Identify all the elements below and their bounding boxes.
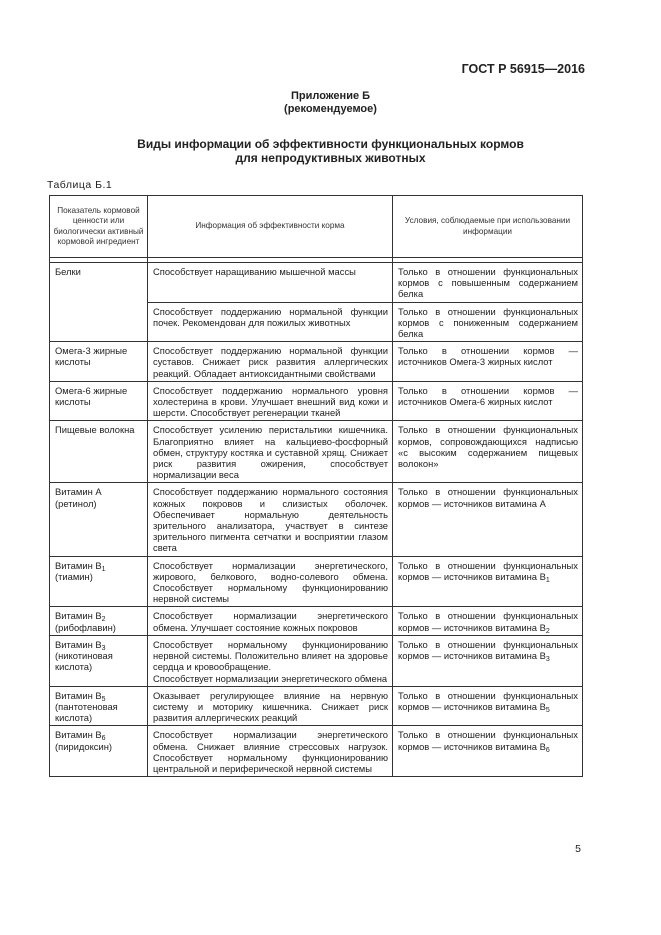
conditions-cell — [393, 635, 583, 686]
conditions-text: Только в отношении функциональных кормов — источников витамина B — [398, 610, 578, 633]
document-title-line1: Виды информации об эффективности функциональных кормов — [137, 137, 524, 151]
info-cell: Способствует усилению перистальтики кишечника. Благоприятно влияет на кальциево-фосфорный обмен, структуру костяка и суставной хрящ. Снижает риск развития ожирения, способствует нормализации веса — [148, 421, 393, 483]
annex-type: (рекомендуемое) — [284, 103, 377, 115]
vitamin-name: Витамин B — [55, 689, 102, 701]
info-cell — [148, 635, 393, 686]
conditions-cell — [393, 726, 583, 777]
indicator-cell: Белки — [50, 263, 148, 342]
conditions-cell: Только в отношении функциональных кормов — источников витамина А — [393, 483, 583, 556]
indicator-cell: Витамин А (ретинол) — [50, 483, 148, 556]
table-row — [50, 686, 583, 726]
table-row — [50, 556, 583, 607]
table-row — [50, 342, 583, 382]
header-indicator: Показатель кормовой ценности или биологически активный кормовой ингредиент — [50, 196, 148, 258]
vitamin-name: Витамин B — [55, 610, 102, 622]
indicator-cell — [50, 635, 148, 686]
info-cell: Способствует наращиванию мышечной массы — [148, 263, 393, 303]
indicator-cell — [50, 726, 148, 777]
conditions-cell — [393, 686, 583, 726]
indicator-cell — [50, 607, 148, 635]
info-cell: Способствует нормализации энергетического, жирового, белкового, водно-солевого обмена. Способствует нормальному функционированию нервной системы — [148, 556, 393, 607]
conditions-cell: Только в отношении функциональных кормов, сопровождающихся надписью «с высоким содержанием пищевых волокон» — [393, 421, 583, 483]
table-header-row — [50, 196, 583, 258]
conditions-text: Только в отношении функциональных кормов — источников витамина B — [398, 638, 578, 662]
indicator-cell: Пищевые волокна — [50, 421, 148, 483]
info-cell: Оказывает регулирующее влияние на нервную систему и моторику кишечника. Снижает риск развития аллергических реакций — [148, 686, 393, 726]
annex-heading — [0, 90, 661, 116]
table-row — [50, 635, 583, 686]
table-row — [50, 607, 583, 635]
conditions-cell: Только в отношении кормов — источников Омега-3 жирных кислот — [393, 342, 583, 382]
vitamin-alt-name: (пиридоксин) — [55, 740, 113, 752]
vitamin-alt-name: (пантотеновая кислота) — [55, 700, 118, 724]
indicator-cell: Омега-3 жирные кислоты — [50, 342, 148, 382]
table-row — [50, 483, 583, 556]
vitamin-subscript: 5 — [545, 706, 550, 714]
vitamin-subscript: 6 — [101, 735, 106, 743]
indicator-cell: Омега-6 жирные кислоты — [50, 381, 148, 421]
info-cell: Способствует поддержанию нормальной функции почек. Рекомендован для пожилых животных — [148, 302, 393, 342]
document-title-line2: для непродуктивных животных — [235, 151, 426, 165]
vitamin-subscript: 2 — [101, 616, 106, 624]
document-title — [0, 137, 661, 165]
info-cell: Способствует поддержанию нормального состояния кожных покровов и слизистых оболочек. Обеспечивает нормальную деятельность зрительного анализатора, участвует в синтезе зрительного пигмента сетчатки и восприятии глазом света — [148, 483, 393, 556]
indicator-cell — [50, 686, 148, 726]
indicator-cell — [50, 556, 148, 607]
conditions-cell: Только в отношении кормов — источников Омега-6 жирных кислот — [393, 381, 583, 421]
vitamin-subscript: 1 — [545, 576, 550, 584]
feed-efficiency-table — [49, 195, 583, 777]
conditions-text: Только в отношении функциональных кормов — источников витамина B — [398, 729, 578, 752]
vitamin-subscript: 5 — [101, 695, 106, 703]
info-cell: Способствует нормализации энергетического обмена. Улучшает состояние кожных покровов — [148, 607, 393, 635]
conditions-text: Только в отношении функциональных кормов — источников витамина B — [398, 559, 578, 582]
vitamin-alt-name: (никотиновая кислота) — [55, 650, 113, 673]
info-cell: Способствует нормализации энергетического обмена. Снижает влияние стрессовых нагрузок. Способствует нормальному функционированию центральной и периферической нервной системы — [148, 726, 393, 777]
page-number: 5 — [575, 843, 581, 855]
vitamin-name: Витамин B — [55, 638, 102, 650]
info-cell: Способствует поддержанию нормального уровня холестерина в крови. Улучшает внешний вид кожи и шерсти. Способствует регенерации тканей — [148, 381, 393, 421]
vitamin-subscript: 1 — [101, 565, 106, 573]
conditions-cell — [393, 607, 583, 635]
header-conditions: Условия, соблюдаемые при использовании информации — [393, 196, 583, 258]
vitamin-name: Витамин B — [55, 729, 102, 741]
vitamin-name: Витамин B — [55, 559, 102, 571]
table-row — [50, 421, 583, 483]
conditions-cell: Только в отношении функциональных кормов с повышенным содержанием белка — [393, 263, 583, 303]
conditions-cell: Только в отношении функциональных кормов с пониженным содержанием белка — [393, 302, 583, 342]
vitamin-alt-name: (тиамин) — [55, 570, 93, 582]
table-row — [50, 263, 583, 303]
standard-number: ГОСТ Р 56915—2016 — [461, 62, 585, 76]
vitamin-subscript: 2 — [545, 627, 550, 635]
conditions-text: Только в отношении функциональных кормов — источников витамина B — [398, 689, 578, 712]
table-row — [50, 726, 583, 777]
info-paragraph: Способствует нормальному функционированию нервной системы. Положительно влияет на здоровье сердца и кровообращение. — [153, 638, 388, 673]
info-paragraph: Способствует нормализации энергетического обмена — [153, 672, 388, 684]
vitamin-subscript: 3 — [101, 644, 106, 652]
annex-title: Приложение Б — [290, 90, 371, 102]
vitamin-alt-name: (рибофлавин) — [55, 621, 116, 633]
conditions-cell — [393, 556, 583, 607]
table-caption: Таблица Б.1 — [47, 179, 113, 191]
table-row — [50, 381, 583, 421]
header-info: Информация об эффективности корма — [148, 196, 393, 258]
vitamin-subscript: 6 — [545, 746, 550, 754]
vitamin-subscript: 3 — [545, 656, 550, 664]
info-cell: Способствует поддержанию нормальной функции суставов. Снижает риск развития аллергических реакций. Обладает антиоксидантными свойствами — [148, 342, 393, 382]
